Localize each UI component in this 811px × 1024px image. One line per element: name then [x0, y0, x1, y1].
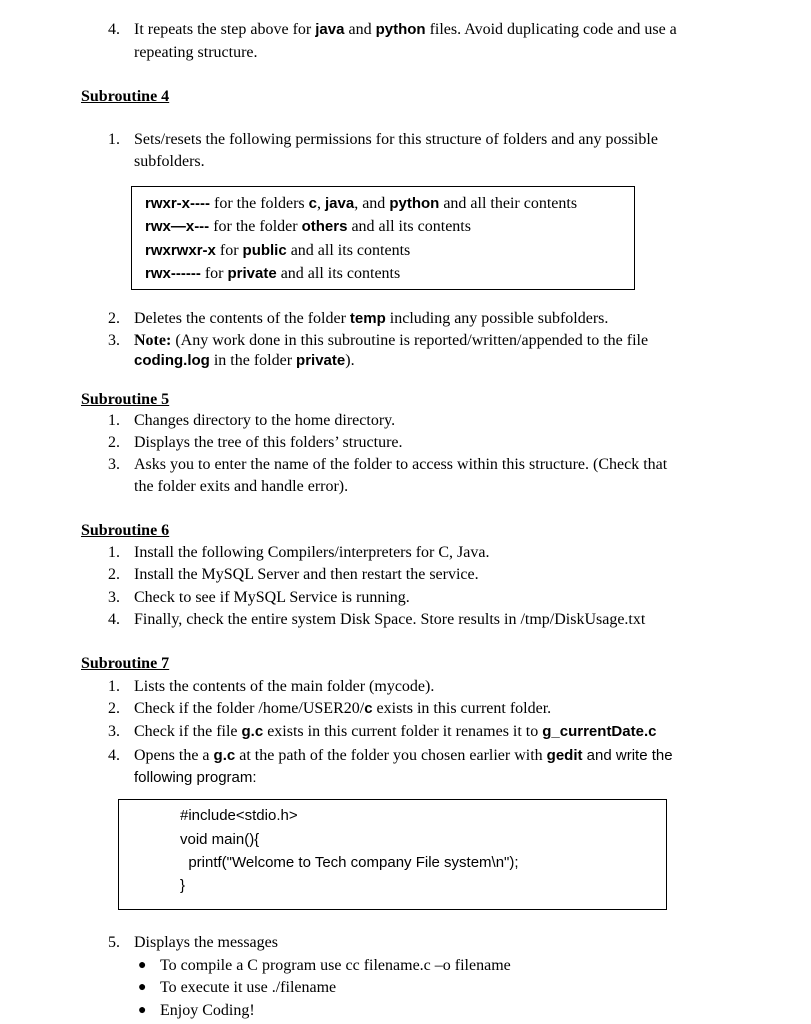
list-number: 5. — [108, 934, 120, 951]
list-item-text: Finally, check the entire system Disk Space. Store results in /tmp/DiskUsage.txt — [134, 611, 646, 628]
permission-line — [145, 241, 410, 261]
editor-name: gedit — [546, 747, 583, 764]
permission-code: rwxr-x---- — [145, 195, 211, 212]
list-number: 3. — [108, 456, 120, 473]
folder-name: python — [389, 195, 440, 212]
folder-name: others — [301, 218, 348, 235]
text: and all their contents — [439, 195, 578, 212]
section-heading: Subroutine 5 — [81, 391, 170, 408]
section-heading: Subroutine 7 — [81, 655, 170, 672]
list-item-text — [134, 351, 355, 371]
text: Check if the folder /home/USER20/ — [134, 700, 365, 717]
list-item-text: Install the MySQL Server and then restart the service. — [134, 566, 479, 583]
text: (Any work done in this subroutine is reported/written/appended to the file — [171, 332, 649, 349]
list-item-text: Asks you to enter the name of the folder to access within this structure. (Check that — [134, 456, 668, 473]
list-item-text: following program: — [134, 769, 257, 786]
folder-name: private — [227, 265, 277, 282]
keyword: java — [315, 21, 345, 38]
file-name: g.c — [213, 747, 236, 764]
file-name: coding.log — [134, 352, 210, 369]
list-number: 1. — [108, 131, 120, 148]
list-item-text: Sets/resets the following permissions for this structure of folders and any possible — [134, 131, 658, 148]
list-number: 3. — [108, 332, 120, 349]
text: exists in this current folder it renames it to — [263, 723, 543, 740]
list-item-text: Displays the messages — [134, 934, 278, 951]
code-line: printf("Welcome to Tech company File system\n"); — [180, 854, 519, 871]
list-item-text: Displays the tree of this folders’ structure. — [134, 434, 403, 451]
text: including any possible subfolders. — [385, 310, 609, 327]
list-number: 1. — [108, 678, 120, 695]
text: in the folder — [209, 352, 297, 369]
permission-code: rwx—x--- — [145, 218, 210, 235]
bullet-item-text: To execute it use ./filename — [160, 979, 337, 996]
text: ). — [345, 352, 355, 369]
section-heading: Subroutine 6 — [81, 522, 170, 539]
list-item-text: Install the following Compilers/interpreters for C, Java. — [134, 544, 490, 561]
bullet-item-text: To compile a C program use cc filename.c –o filename — [160, 957, 511, 974]
list-item-text: Lists the contents of the main folder (mycode). — [134, 678, 435, 695]
text: It repeats the step above for — [134, 21, 316, 38]
list-number: 4. — [108, 611, 120, 628]
permission-line — [145, 217, 471, 237]
text: and — [344, 21, 376, 38]
list-item-text — [134, 309, 608, 329]
list-number: 2. — [108, 566, 120, 583]
permission-code: rwx------ — [145, 265, 201, 282]
text: for — [215, 242, 243, 259]
code-line: #include<stdio.h> — [180, 807, 298, 824]
text: Check if the file — [134, 723, 242, 740]
code-line: } — [180, 877, 186, 894]
list-number: 2. — [108, 310, 120, 327]
list-item-text: the folder exits and handle error). — [134, 478, 349, 495]
folder-name: public — [242, 242, 287, 259]
folder-name: c — [364, 700, 373, 717]
text: , — [317, 195, 325, 212]
list-item-text — [134, 331, 648, 351]
list-number: 1. — [108, 412, 120, 429]
permission-code: rwxrwxr-x — [145, 242, 216, 259]
list-item-text: Changes directory to the home directory. — [134, 412, 396, 429]
note-label: Note: — [134, 332, 172, 349]
list-number: 3. — [108, 723, 120, 740]
list-number: 4. — [108, 747, 120, 764]
text: and all its contents — [347, 218, 471, 235]
bullet-icon: ● — [138, 1003, 147, 1018]
list-item-text — [134, 699, 551, 719]
text: for the folders — [210, 195, 309, 212]
file-name: g.c — [241, 723, 264, 740]
section-heading: Subroutine 4 — [81, 88, 170, 105]
keyword: python — [375, 21, 426, 38]
text: and all its contents — [276, 265, 401, 282]
text: , and — [354, 195, 390, 212]
text: and all its contents — [286, 242, 411, 259]
list-number: 2. — [108, 434, 120, 451]
list-item-text: subfolders. — [134, 153, 205, 170]
text: Opens the a — [134, 747, 214, 764]
folder-name: temp — [349, 310, 386, 327]
permission-line — [145, 194, 577, 214]
list-item-text — [134, 746, 673, 766]
bullet-icon: ● — [138, 980, 147, 995]
folder-name: c — [308, 195, 317, 212]
text: and write the — [582, 747, 673, 764]
folder-name: private — [296, 352, 346, 369]
list-number: 4. — [108, 21, 120, 38]
bullet-item-text: Enjoy Coding! — [160, 1002, 255, 1019]
bullet-icon: ● — [138, 958, 147, 973]
code-line: void main(){ — [180, 831, 260, 848]
list-number: 1. — [108, 544, 120, 561]
text: for the folder — [209, 218, 302, 235]
list-item-text — [134, 722, 656, 742]
text: for — [200, 265, 228, 282]
list-number: 2. — [108, 700, 120, 717]
list-item-text: repeating structure. — [134, 44, 258, 61]
folder-name: java — [325, 195, 355, 212]
list-number: 3. — [108, 589, 120, 606]
text: Deletes the contents of the folder — [134, 310, 350, 327]
list-item-text: Check to see if MySQL Service is running. — [134, 589, 410, 606]
list-item-text — [134, 20, 677, 40]
permission-line — [145, 264, 400, 284]
text: at the path of the folder you chosen earlier with — [235, 747, 547, 764]
text: exists in this current folder. — [372, 700, 552, 717]
file-name: g_currentDate.c — [542, 723, 657, 740]
text: files. Avoid duplicating code and use a — [425, 21, 677, 38]
